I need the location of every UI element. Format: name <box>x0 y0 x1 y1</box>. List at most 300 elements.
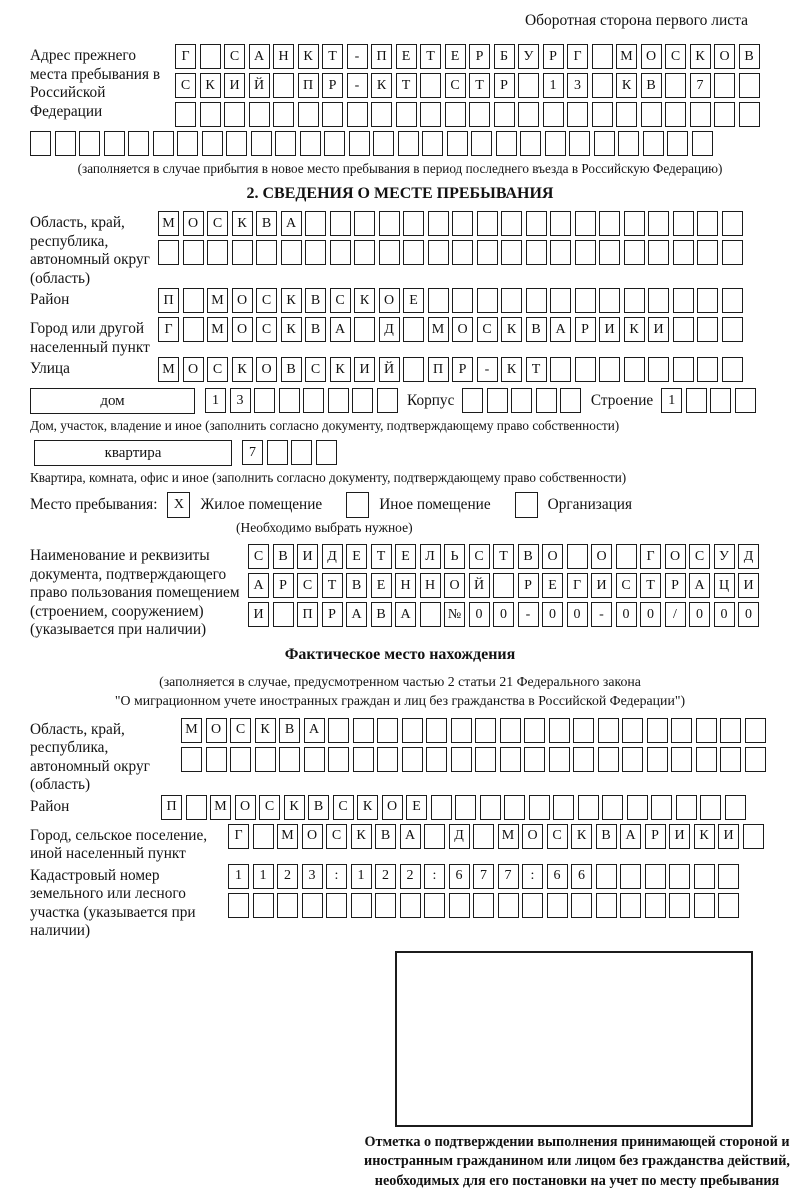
char-cell[interactable] <box>428 288 449 313</box>
char-cell[interactable]: О <box>591 544 612 569</box>
char-cell[interactable]: С <box>469 544 490 569</box>
char-cell[interactable]: П <box>298 73 319 98</box>
char-cell[interactable] <box>624 357 645 382</box>
char-cell[interactable]: Г <box>158 317 179 342</box>
char-cell[interactable]: К <box>281 317 302 342</box>
char-cell[interactable]: С <box>305 357 326 382</box>
char-cell[interactable] <box>330 240 351 265</box>
char-cell[interactable]: А <box>620 824 641 849</box>
char-cell[interactable] <box>226 131 247 156</box>
char-cell[interactable] <box>224 102 245 127</box>
char-cell[interactable]: - <box>347 44 368 69</box>
char-cell[interactable] <box>739 102 760 127</box>
char-cell[interactable]: А <box>550 317 571 342</box>
char-cell[interactable]: 0 <box>493 602 514 627</box>
char-cell[interactable] <box>720 718 741 743</box>
char-cell[interactable]: 7 <box>498 864 519 889</box>
char-cell[interactable] <box>253 824 274 849</box>
char-cell[interactable] <box>303 388 324 413</box>
char-cell[interactable] <box>522 893 543 918</box>
char-cell[interactable]: М <box>428 317 449 342</box>
char-cell[interactable] <box>305 211 326 236</box>
char-cell[interactable]: Р <box>322 602 343 627</box>
char-cell[interactable] <box>645 893 666 918</box>
char-cell[interactable]: И <box>248 602 269 627</box>
char-cell[interactable]: Д <box>379 317 400 342</box>
char-cell[interactable]: С <box>547 824 568 849</box>
char-cell[interactable] <box>431 795 452 820</box>
char-cell[interactable]: Г <box>567 573 588 598</box>
char-cell[interactable] <box>526 240 547 265</box>
char-cell[interactable] <box>279 388 300 413</box>
char-cell[interactable]: О <box>444 573 465 598</box>
char-cell[interactable] <box>599 211 620 236</box>
char-cell[interactable]: К <box>624 317 645 342</box>
char-cell[interactable]: Т <box>493 544 514 569</box>
char-cell[interactable] <box>473 824 494 849</box>
char-cell[interactable] <box>671 747 692 772</box>
char-cell[interactable] <box>455 795 476 820</box>
char-cell[interactable] <box>665 102 686 127</box>
char-cell[interactable] <box>202 131 223 156</box>
char-cell[interactable] <box>697 317 718 342</box>
char-cell[interactable] <box>424 893 445 918</box>
char-cell[interactable] <box>377 388 398 413</box>
char-cell[interactable]: Е <box>406 795 427 820</box>
char-cell[interactable]: Т <box>469 73 490 98</box>
char-cell[interactable]: И <box>718 824 739 849</box>
char-cell[interactable] <box>511 388 532 413</box>
char-cell[interactable] <box>452 288 473 313</box>
char-cell[interactable] <box>353 747 374 772</box>
char-cell[interactable] <box>153 131 174 156</box>
char-cell[interactable]: Р <box>322 73 343 98</box>
char-cell[interactable]: С <box>616 573 637 598</box>
char-cell[interactable] <box>501 211 522 236</box>
char-cell[interactable]: В <box>346 573 367 598</box>
char-cell[interactable] <box>643 131 664 156</box>
char-cell[interactable] <box>183 288 204 313</box>
char-cell[interactable] <box>206 747 227 772</box>
char-cell[interactable] <box>449 893 470 918</box>
char-cell[interactable]: А <box>400 824 421 849</box>
char-cell[interactable] <box>402 747 423 772</box>
char-cell[interactable]: : <box>424 864 445 889</box>
char-cell[interactable] <box>620 893 641 918</box>
char-cell[interactable]: Б <box>494 44 515 69</box>
char-cell[interactable] <box>183 240 204 265</box>
char-cell[interactable]: М <box>210 795 231 820</box>
char-cell[interactable] <box>79 131 100 156</box>
char-cell[interactable] <box>694 893 715 918</box>
char-cell[interactable] <box>714 102 735 127</box>
char-cell[interactable]: Г <box>567 44 588 69</box>
char-cell[interactable]: - <box>518 602 539 627</box>
char-cell[interactable] <box>745 747 766 772</box>
char-cell[interactable] <box>500 747 521 772</box>
char-cell[interactable]: И <box>599 317 620 342</box>
char-cell[interactable]: Р <box>543 44 564 69</box>
char-cell[interactable]: И <box>224 73 245 98</box>
char-cell[interactable]: В <box>279 718 300 743</box>
char-cell[interactable]: О <box>452 317 473 342</box>
char-cell[interactable]: Р <box>494 73 515 98</box>
char-cell[interactable]: К <box>371 73 392 98</box>
char-cell[interactable]: О <box>232 288 253 313</box>
char-cell[interactable] <box>328 388 349 413</box>
char-cell[interactable] <box>175 102 196 127</box>
char-cell[interactable]: Е <box>371 573 392 598</box>
char-cell[interactable]: 1 <box>205 388 226 413</box>
char-cell[interactable] <box>275 131 296 156</box>
char-cell[interactable] <box>471 131 492 156</box>
char-cell[interactable]: В <box>641 73 662 98</box>
char-cell[interactable] <box>547 893 568 918</box>
char-cell[interactable] <box>302 893 323 918</box>
char-cell[interactable] <box>402 718 423 743</box>
char-cell[interactable] <box>669 893 690 918</box>
char-cell[interactable] <box>627 795 648 820</box>
char-cell[interactable] <box>553 795 574 820</box>
char-cell[interactable] <box>354 211 375 236</box>
char-cell[interactable] <box>55 131 76 156</box>
char-cell[interactable]: П <box>428 357 449 382</box>
char-cell[interactable] <box>739 73 760 98</box>
char-cell[interactable] <box>420 602 441 627</box>
char-cell[interactable] <box>256 240 277 265</box>
char-cell[interactable]: Р <box>645 824 666 849</box>
char-cell[interactable]: И <box>297 544 318 569</box>
char-cell[interactable] <box>346 492 369 518</box>
char-cell[interactable] <box>277 893 298 918</box>
char-cell[interactable] <box>697 211 718 236</box>
char-cell[interactable]: 7 <box>690 73 711 98</box>
char-cell[interactable]: Т <box>396 73 417 98</box>
char-cell[interactable]: Т <box>526 357 547 382</box>
char-cell[interactable]: 6 <box>449 864 470 889</box>
char-cell[interactable] <box>379 240 400 265</box>
char-cell[interactable]: Р <box>518 573 539 598</box>
char-cell[interactable]: П <box>161 795 182 820</box>
char-cell[interactable] <box>692 131 713 156</box>
char-cell[interactable] <box>128 131 149 156</box>
char-cell[interactable]: О <box>714 44 735 69</box>
char-cell[interactable] <box>622 747 643 772</box>
char-cell[interactable] <box>281 240 302 265</box>
char-cell[interactable]: С <box>207 211 228 236</box>
char-cell[interactable]: П <box>297 602 318 627</box>
char-cell[interactable] <box>560 388 581 413</box>
char-cell[interactable]: С <box>230 718 251 743</box>
char-cell[interactable]: О <box>522 824 543 849</box>
char-cell[interactable] <box>526 211 547 236</box>
char-cell[interactable] <box>452 240 473 265</box>
char-cell[interactable] <box>480 795 501 820</box>
char-cell[interactable] <box>445 102 466 127</box>
char-cell[interactable] <box>291 440 312 465</box>
char-cell[interactable]: О <box>302 824 323 849</box>
char-cell[interactable] <box>592 73 613 98</box>
char-cell[interactable]: С <box>248 544 269 569</box>
char-cell[interactable] <box>398 131 419 156</box>
char-cell[interactable] <box>718 864 739 889</box>
char-cell[interactable]: В <box>596 824 617 849</box>
char-cell[interactable]: В <box>256 211 277 236</box>
char-cell[interactable] <box>328 718 349 743</box>
char-cell[interactable] <box>494 102 515 127</box>
char-cell[interactable]: К <box>232 357 253 382</box>
char-cell[interactable]: М <box>616 44 637 69</box>
char-cell[interactable]: Г <box>228 824 249 849</box>
char-cell[interactable]: У <box>714 544 735 569</box>
char-cell[interactable] <box>599 240 620 265</box>
char-cell[interactable]: С <box>477 317 498 342</box>
char-cell[interactable] <box>316 440 337 465</box>
char-cell[interactable]: К <box>690 44 711 69</box>
char-cell[interactable] <box>273 102 294 127</box>
char-cell[interactable] <box>575 240 596 265</box>
char-cell[interactable] <box>718 893 739 918</box>
char-cell[interactable] <box>696 718 717 743</box>
char-cell[interactable]: / <box>665 602 686 627</box>
char-cell[interactable]: И <box>354 357 375 382</box>
char-cell[interactable]: 0 <box>567 602 588 627</box>
char-cell[interactable]: 1 <box>351 864 372 889</box>
char-cell[interactable] <box>500 718 521 743</box>
char-cell[interactable] <box>543 102 564 127</box>
char-cell[interactable] <box>735 388 756 413</box>
char-cell[interactable]: 0 <box>738 602 759 627</box>
char-cell[interactable] <box>354 317 375 342</box>
char-cell[interactable]: А <box>248 573 269 598</box>
char-cell[interactable] <box>616 544 637 569</box>
char-cell[interactable] <box>324 131 345 156</box>
char-cell[interactable]: В <box>273 544 294 569</box>
char-cell[interactable]: Р <box>452 357 473 382</box>
char-cell[interactable] <box>403 357 424 382</box>
char-cell[interactable]: К <box>694 824 715 849</box>
char-cell[interactable] <box>515 492 538 518</box>
char-cell[interactable] <box>550 357 571 382</box>
char-cell[interactable]: 3 <box>230 388 251 413</box>
char-cell[interactable] <box>567 544 588 569</box>
char-cell[interactable] <box>599 357 620 382</box>
char-cell[interactable]: Е <box>445 44 466 69</box>
char-cell[interactable] <box>618 131 639 156</box>
char-cell[interactable] <box>720 747 741 772</box>
char-cell[interactable] <box>371 102 392 127</box>
char-cell[interactable]: К <box>616 73 637 98</box>
char-cell[interactable]: О <box>641 44 662 69</box>
char-cell[interactable]: В <box>375 824 396 849</box>
char-cell[interactable] <box>575 288 596 313</box>
char-cell[interactable] <box>200 44 221 69</box>
char-cell[interactable]: И <box>738 573 759 598</box>
char-cell[interactable] <box>573 747 594 772</box>
char-cell[interactable] <box>616 102 637 127</box>
char-cell[interactable]: В <box>281 357 302 382</box>
char-cell[interactable]: М <box>498 824 519 849</box>
char-cell[interactable] <box>253 893 274 918</box>
char-cell[interactable]: Р <box>469 44 490 69</box>
char-cell[interactable]: М <box>158 357 179 382</box>
char-cell[interactable]: К <box>281 288 302 313</box>
char-cell[interactable]: В <box>526 317 547 342</box>
char-cell[interactable] <box>676 795 697 820</box>
char-cell[interactable] <box>493 573 514 598</box>
char-cell[interactable] <box>549 718 570 743</box>
char-cell[interactable]: К <box>354 288 375 313</box>
char-cell[interactable] <box>420 102 441 127</box>
char-cell[interactable]: Т <box>420 44 441 69</box>
char-cell[interactable]: 6 <box>571 864 592 889</box>
char-cell[interactable] <box>469 102 490 127</box>
char-cell[interactable] <box>183 317 204 342</box>
char-cell[interactable]: Д <box>449 824 470 849</box>
char-cell[interactable] <box>396 102 417 127</box>
char-cell[interactable] <box>477 240 498 265</box>
char-cell[interactable]: С <box>224 44 245 69</box>
char-cell[interactable] <box>349 131 370 156</box>
char-cell[interactable] <box>647 718 668 743</box>
char-cell[interactable]: К <box>298 44 319 69</box>
char-cell[interactable] <box>477 211 498 236</box>
char-cell[interactable]: С <box>330 288 351 313</box>
char-cell[interactable] <box>424 824 445 849</box>
char-cell[interactable]: 1 <box>543 73 564 98</box>
char-cell[interactable]: А <box>395 602 416 627</box>
char-cell[interactable]: А <box>689 573 710 598</box>
char-cell[interactable]: 3 <box>567 73 588 98</box>
char-cell[interactable]: М <box>207 317 228 342</box>
char-cell[interactable] <box>648 240 669 265</box>
char-cell[interactable]: 2 <box>277 864 298 889</box>
char-cell[interactable]: Т <box>322 44 343 69</box>
char-cell[interactable]: У <box>518 44 539 69</box>
char-cell[interactable] <box>422 131 443 156</box>
char-cell[interactable] <box>592 102 613 127</box>
char-cell[interactable] <box>496 131 517 156</box>
char-cell[interactable] <box>230 747 251 772</box>
char-cell[interactable]: К <box>571 824 592 849</box>
char-cell[interactable]: С <box>665 44 686 69</box>
char-cell[interactable]: П <box>371 44 392 69</box>
char-cell[interactable] <box>254 388 275 413</box>
char-cell[interactable] <box>722 317 743 342</box>
char-cell[interactable]: М <box>277 824 298 849</box>
char-cell[interactable]: Е <box>396 44 417 69</box>
char-cell[interactable] <box>686 388 707 413</box>
char-cell[interactable]: О <box>665 544 686 569</box>
char-cell[interactable] <box>673 317 694 342</box>
char-cell[interactable] <box>550 211 571 236</box>
char-cell[interactable]: К <box>351 824 372 849</box>
char-cell[interactable]: С <box>256 317 277 342</box>
char-cell[interactable] <box>347 102 368 127</box>
char-cell[interactable] <box>326 893 347 918</box>
char-cell[interactable]: С <box>175 73 196 98</box>
char-cell[interactable] <box>690 102 711 127</box>
char-cell[interactable]: 0 <box>469 602 490 627</box>
char-cell[interactable] <box>624 211 645 236</box>
char-cell[interactable]: С <box>445 73 466 98</box>
char-cell[interactable] <box>330 211 351 236</box>
char-cell[interactable] <box>501 240 522 265</box>
char-cell[interactable] <box>569 131 590 156</box>
char-cell[interactable] <box>673 240 694 265</box>
char-cell[interactable] <box>181 747 202 772</box>
char-cell[interactable]: Р <box>273 573 294 598</box>
char-cell[interactable] <box>352 388 373 413</box>
char-cell[interactable]: В <box>518 544 539 569</box>
char-cell[interactable] <box>354 240 375 265</box>
char-cell[interactable]: Й <box>469 573 490 598</box>
char-cell[interactable] <box>377 747 398 772</box>
char-cell[interactable]: С <box>297 573 318 598</box>
char-cell[interactable] <box>420 73 441 98</box>
char-cell[interactable] <box>545 131 566 156</box>
char-cell[interactable] <box>504 795 525 820</box>
char-cell[interactable]: О <box>256 357 277 382</box>
char-cell[interactable]: Е <box>346 544 367 569</box>
char-cell[interactable]: 0 <box>640 602 661 627</box>
char-cell[interactable] <box>598 718 619 743</box>
char-cell[interactable] <box>567 102 588 127</box>
char-cell[interactable] <box>200 102 221 127</box>
char-cell[interactable] <box>158 240 179 265</box>
char-cell[interactable] <box>498 893 519 918</box>
char-cell[interactable] <box>403 211 424 236</box>
char-cell[interactable] <box>722 211 743 236</box>
char-cell[interactable] <box>451 747 472 772</box>
char-cell[interactable]: Р <box>665 573 686 598</box>
char-cell[interactable] <box>186 795 207 820</box>
char-cell[interactable] <box>550 240 571 265</box>
char-cell[interactable]: 1 <box>228 864 249 889</box>
char-cell[interactable] <box>462 388 483 413</box>
char-cell[interactable] <box>743 824 764 849</box>
char-cell[interactable] <box>529 795 550 820</box>
char-cell[interactable] <box>578 795 599 820</box>
char-cell[interactable]: 0 <box>689 602 710 627</box>
char-cell[interactable]: 1 <box>661 388 682 413</box>
char-cell[interactable]: Т <box>640 573 661 598</box>
char-cell[interactable] <box>725 795 746 820</box>
char-cell[interactable] <box>403 317 424 342</box>
char-cell[interactable]: А <box>330 317 351 342</box>
char-cell[interactable] <box>207 240 228 265</box>
char-cell[interactable] <box>599 288 620 313</box>
char-cell[interactable] <box>596 864 617 889</box>
char-cell[interactable] <box>447 131 468 156</box>
char-cell[interactable]: Н <box>395 573 416 598</box>
char-cell[interactable] <box>671 718 692 743</box>
char-cell[interactable]: И <box>648 317 669 342</box>
char-cell[interactable]: К <box>501 357 522 382</box>
char-cell[interactable] <box>745 718 766 743</box>
char-cell[interactable] <box>279 747 300 772</box>
char-cell[interactable]: К <box>255 718 276 743</box>
char-cell[interactable]: С <box>207 357 228 382</box>
char-cell[interactable]: Й <box>379 357 400 382</box>
char-cell[interactable] <box>526 288 547 313</box>
char-cell[interactable] <box>428 211 449 236</box>
char-cell[interactable] <box>710 388 731 413</box>
char-cell[interactable] <box>641 102 662 127</box>
char-cell[interactable] <box>501 288 522 313</box>
char-cell[interactable] <box>322 102 343 127</box>
char-cell[interactable] <box>451 718 472 743</box>
